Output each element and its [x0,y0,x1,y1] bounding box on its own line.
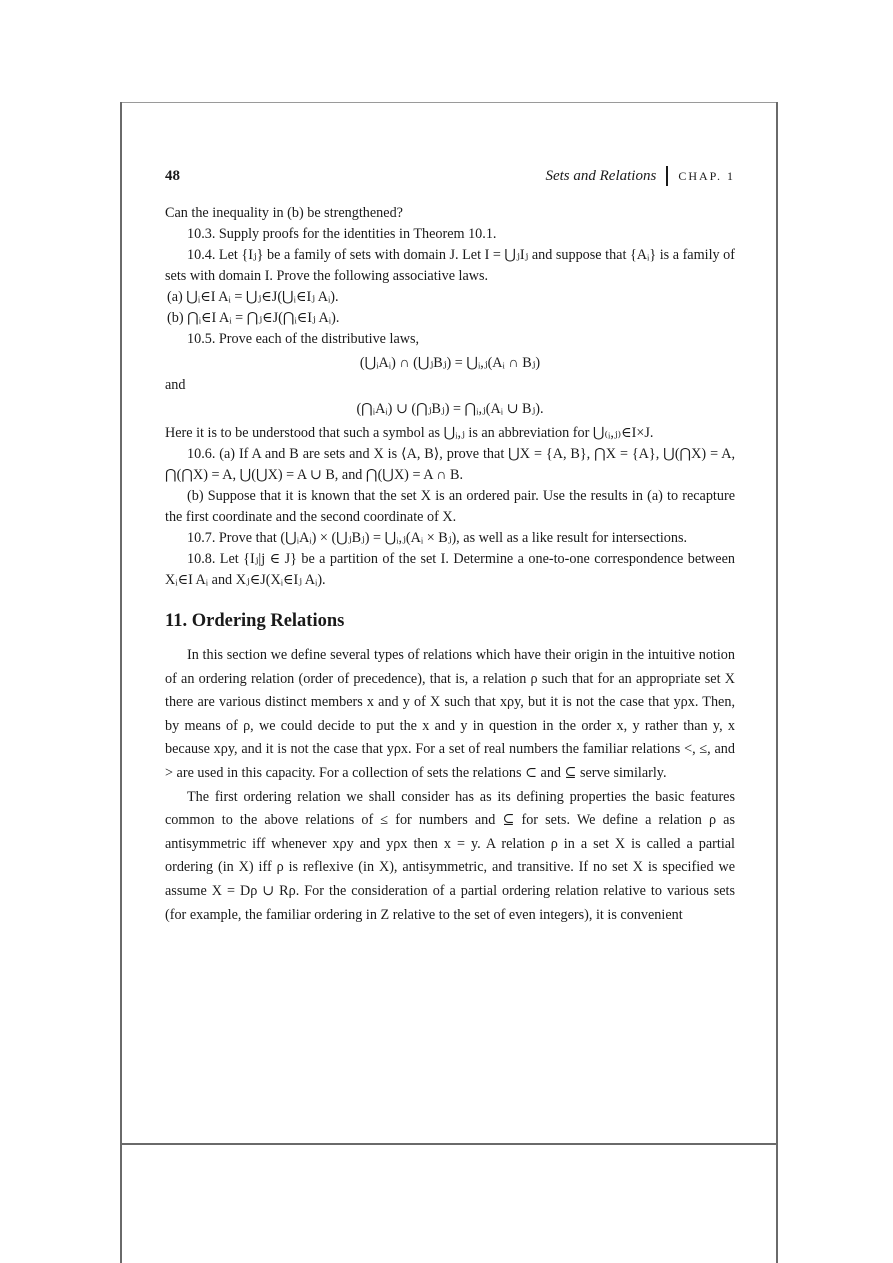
page-frame-right [776,102,778,1263]
exercise-10-5: 10.5. Prove each of the distributive laws, [187,331,420,347]
paragraph: The first ordering relation we shall consider has as its defining properties the basic features common to the above relations of ≤ for numbers and ⊆ for sets. We define a relation ρ as antisymmetric iff whenever xρy and yρx then x = y. A relation ρ in a set X is called a partial ordering (in X) iff ρ is reflexive (in X), antisymmetric, and transitive. If no set X is specified we assume X = Dρ ∪ Rρ. For the consideration of a partial ordering relation relative to various sets (for example, the familiar ordering in Z relative to the set of even integers), it is convenient [165,788,735,923]
exercise-10-4: 10.4. Let {Iⱼ} be a family of sets with domain J. Let I = ⋃ⱼIⱼ and suppose that {Aᵢ} is a family of sets with domain I. Prove the following associative laws. [165,247,735,284]
exercise-10-4-a: (a) ⋃ᵢ∈I Aᵢ = ⋃ⱼ∈J(⋃ᵢ∈Iⱼ Aᵢ). [167,289,339,305]
paragraph: In this section we define several types of relations which have their origin in the intuitive notion of an ordering relation (order of precedence), that is, a relation ρ such that for an appropriate set X there are various distinct members x and y of X such that xρy, but it is not the case that yρx. Then, by means of ρ, we could decide to put the x and y in question in the order x, y rather than y, x because xρy, and it is not the case that yρx. For a set of real numbers the familiar relations <, ≤, and > are used in this capacity. For a collection of sets the relations ⊂ and ⊆ serve similarly. [165,647,735,781]
exercise-10-8: 10.8. Let {Iⱼ|j ∈ J} be a partition of the set I. Determine a one-to-one correspondence between Xᵢ∈I Aᵢ and Xⱼ∈J(Xᵢ∈Iⱼ Aᵢ). [165,551,735,588]
page-header [165,165,735,187]
section-body [165,644,735,927]
page-frame-top [120,102,778,103]
exercise-10-6-a: 10.6. (a) If A and B are sets and X is ⟨A, B⟩, prove that ⋃X = {A, B}, ⋂X = {A}, ⋃(⋂X) = A, ⋂(⋂X) = A, ⋃(⋃X) = A ∪ B, and ⋂(⋃X) = A ∩ B. [165,446,735,483]
equation-connector: and [165,377,186,393]
page-number: 48 [165,167,180,184]
section-heading: 11. Ordering Relations [165,611,345,631]
exercise-continuation: Can the inequality in (b) be strengthened? [165,205,403,221]
exercise-10-7: 10.7. Prove that (⋃ᵢAᵢ) × (⋃ⱼBⱼ) = ⋃ᵢ,ⱼ(Aᵢ × Bⱼ), as well as a like result for intersections. [187,530,688,546]
exercise-10-6-b: (b) Suppose that it is known that the set X is an ordered pair. Use the results in (a) to recapture the first coordinate and the second coordinate of X. [165,488,735,525]
page-frame-bottom [120,1143,778,1145]
exercise-10-3: 10.3. Supply proofs for the identities in Theorem 10.1. [187,226,497,242]
exercise-10-5-note: Here it is to be understood that such a symbol as ⋃ᵢ,ⱼ is an abbreviation for ⋃₍ᵢ,ⱼ₎∈I×J. [165,425,654,441]
running-title: Sets and Relations [545,167,657,184]
running-head [545,166,735,187]
display-equation-1: (⋃ᵢAᵢ) ∩ (⋃ⱼBⱼ) = ⋃ᵢ,ⱼ(Aᵢ ∩ Bⱼ) [359,355,541,371]
book-page [165,165,735,927]
header-divider [666,166,668,186]
exercise-10-4-b: (b) ⋂ᵢ∈I Aᵢ = ⋂ⱼ∈J(⋂ᵢ∈Iⱼ Aᵢ). [167,310,340,326]
chapter-label: CHAP. 1 [678,168,735,183]
exercises [165,203,735,591]
display-equation-2: (⋂ᵢAᵢ) ∪ (⋂ⱼBⱼ) = ⋂ᵢ,ⱼ(Aᵢ ∪ Bⱼ). [356,401,544,417]
page-frame-left [120,102,122,1263]
